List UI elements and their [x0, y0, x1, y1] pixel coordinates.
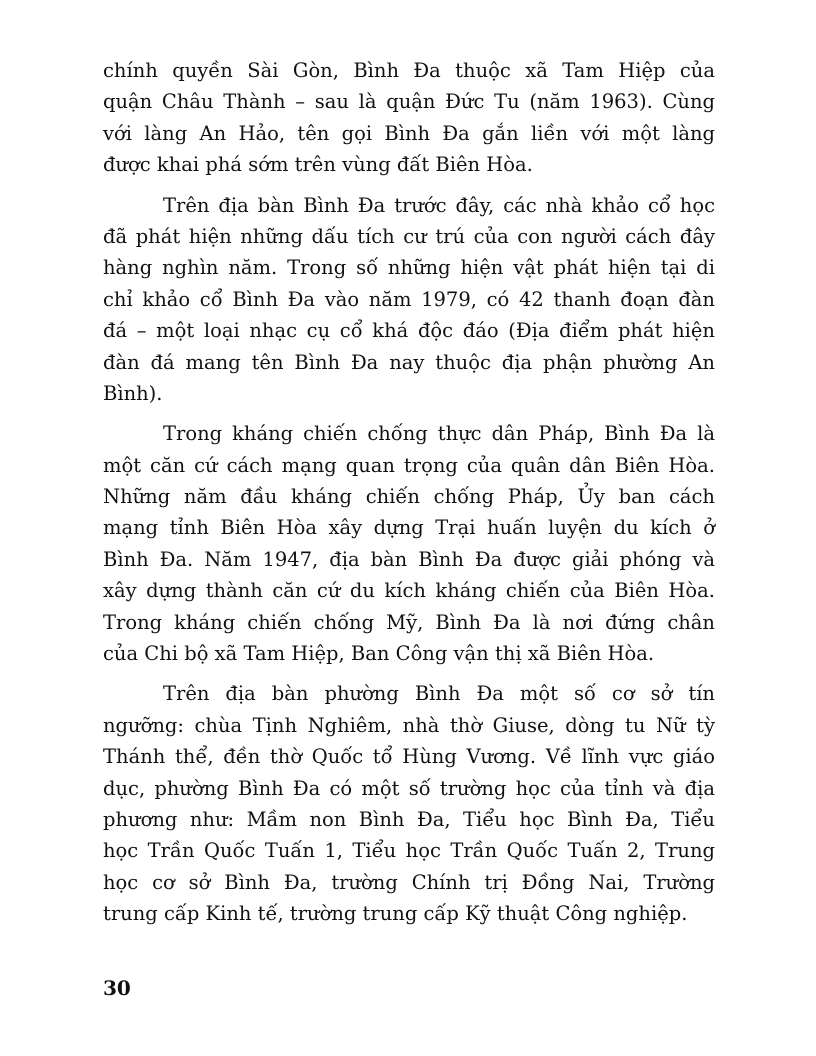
text-line: mạng tỉnh Biên Hòa xây dựng Trại huấn luyện du kích ở	[103, 516, 715, 540]
text-line: trung cấp Kinh tế, trường trung cấp Kỹ thuật Công nghiệp.	[103, 902, 688, 926]
text-line: đã phát hiện những dấu tích cư trú của con người cách đây	[103, 224, 715, 248]
text-line: phương như: Mầm non Bình Đa, Tiểu học Bình Đa, Tiểu	[103, 807, 715, 831]
text-line: được khai phá sớm trên vùng đất Biên Hòa.	[103, 153, 533, 177]
paragraph-4	[103, 678, 715, 929]
text-line: chỉ khảo cổ Bình Đa vào năm 1979, có 42 thanh đoạn đàn	[103, 287, 715, 311]
text-line: với làng An Hảo, tên gọi Bình Đa gắn liền với một làng	[103, 121, 715, 145]
page-number: 30	[103, 976, 131, 1000]
body-text	[103, 55, 715, 939]
text-line: Thánh thể, đền thờ Quốc tổ Hùng Vương. Về lĩnh vực giáo	[103, 745, 715, 769]
paragraph-2	[103, 190, 715, 410]
paragraph-1	[103, 55, 715, 181]
text-line: của Chi bộ xã Tam Hiệp, Ban Công vận thị xã Biên Hòa.	[103, 642, 655, 666]
text-line: học cơ sở Bình Đa, trường Chính trị Đồng Nai, Trường	[103, 870, 715, 894]
text-line: một căn cứ cách mạng quan trọng của quân dân Biên Hòa.	[103, 453, 715, 477]
text-line: Bình).	[103, 381, 163, 405]
text-line: Trên địa bàn Bình Đa trước đây, các nhà khảo cổ học	[163, 193, 715, 217]
text-line: Trong kháng chiến chống Mỹ, Bình Đa là nơi đứng chân	[103, 610, 715, 634]
text-line: xây dựng thành căn cứ du kích kháng chiến của Biên Hòa.	[103, 579, 715, 603]
text-line: hàng nghìn năm. Trong số những hiện vật phát hiện tại di	[103, 256, 715, 280]
text-line: Trong kháng chiến chống thực dân Pháp, Bình Đa là	[163, 422, 715, 446]
text-line: dục, phường Bình Đa có một số trường học của tỉnh và địa	[103, 776, 715, 800]
text-line: Bình Đa. Năm 1947, địa bàn Bình Đa được giải phóng và	[103, 547, 715, 571]
text-line: đàn đá mang tên Bình Đa nay thuộc địa phận phường An	[103, 350, 715, 374]
text-line: Trên địa bàn phường Bình Đa một số cơ sở tín	[163, 682, 715, 706]
text-line: chính quyền Sài Gòn, Bình Đa thuộc xã Tam Hiệp của	[103, 59, 715, 82]
text-line: học Trần Quốc Tuấn 1, Tiểu học Trần Quốc Tuấn 2, Trung	[103, 839, 715, 863]
paragraph-3	[103, 418, 715, 669]
text-line: Những năm đầu kháng chiến chống Pháp, Ủy ban cách	[103, 485, 715, 509]
text-line: ngưỡng: chùa Tịnh Nghiêm, nhà thờ Giuse, dòng tu Nữ tỳ	[103, 713, 715, 737]
text-line: đá – một loại nhạc cụ cổ khá độc đáo (Địa điểm phát hiện	[103, 319, 715, 343]
text-line: quận Châu Thành – sau là quận Đức Tu (năm 1963). Cùng	[103, 90, 715, 114]
